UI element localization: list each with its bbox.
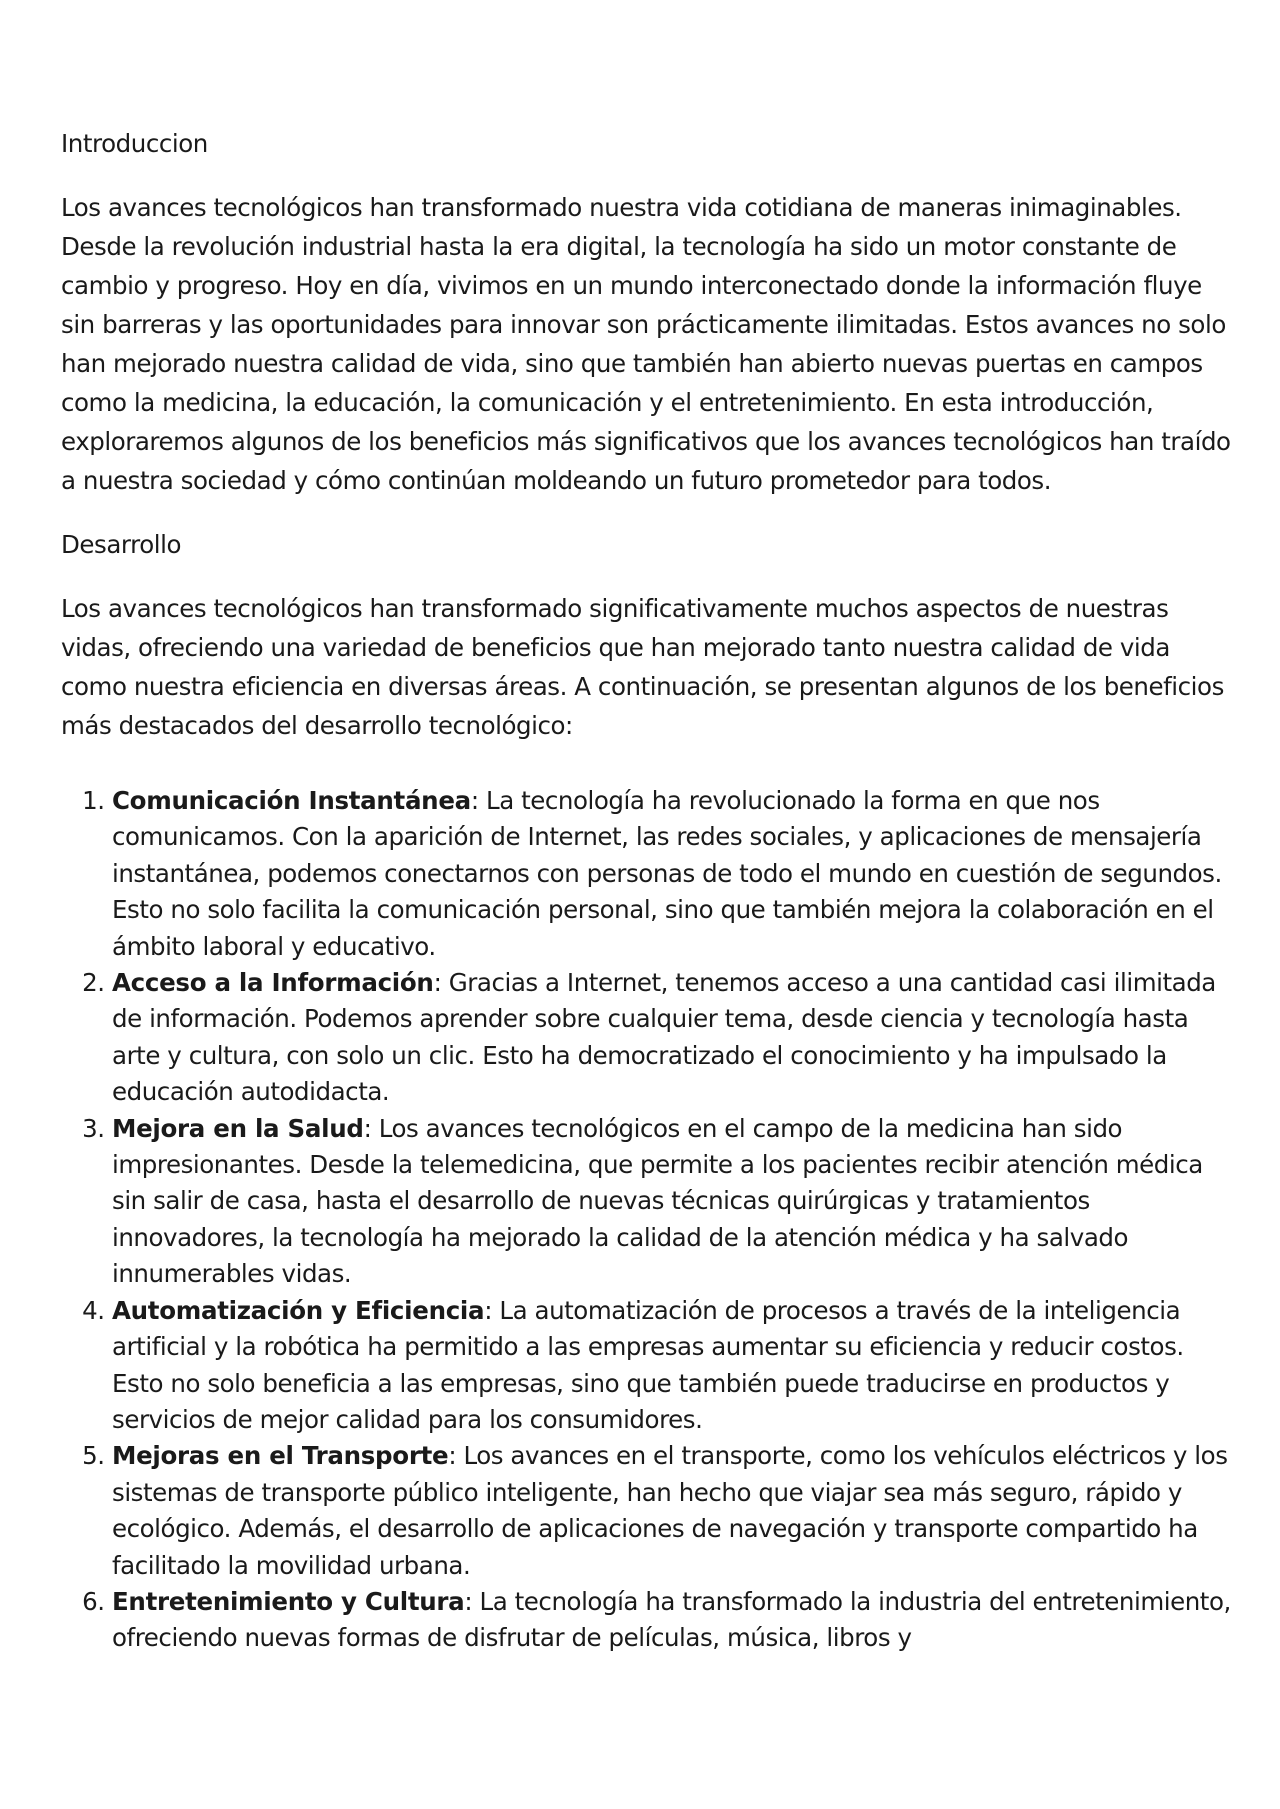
list-item <box>112 965 1241 1111</box>
list-item-text: : La tecnología ha transformado la industria del entretenimiento, ofreciendo nuevas formas de disfrutar de películas, música, libros y <box>112 1586 1231 1653</box>
list-item-title: Mejora en la Salud <box>112 1113 364 1143</box>
list-item-title: Automatización y Eficiencia <box>112 1295 485 1325</box>
development-paragraph: Los avances tecnológicos han transformado significativamente muchos aspectos de nuestras vidas, ofreciendo una variedad de beneficios que han mejorado tanto nuestra calidad de vida como nuestra eficiencia en diversas áreas. A continuación, se presentan algunos de los beneficios más destacados del desarrollo tecnológico: <box>61 594 1224 740</box>
list-item-text: : Los avances tecnológicos en el campo de la medicina han sido impresionantes. Desde la telemedicina, que permite a los pacientes recibir atención médica sin salir de casa, hasta el desarrollo de nuevas técnicas quirúrgicas y tratamientos innovadores, la tecnología ha mejorado la calidad de la atención médica y ha salvado innumerables vidas. <box>112 1113 1203 1289</box>
intro-heading: Introduccion <box>61 129 208 158</box>
intro-paragraph: Los avances tecnológicos han transformado nuestra vida cotidiana de maneras inimaginables. Desde la revolución industrial hasta la era digital, la tecnología ha sido un motor constante de cambio y progreso. Hoy en día, vivimos en un mundo interconectado donde la información fluye sin barreras y las oportunidades para innovar son prácticamente ilimitadas. Estos avances no solo han mejorado nuestra calidad de vida, sino que también han abierto nuevas puertas en campos como la medicina, la educación, la comunicación y el entretenimiento. En esta introducción, exploraremos algunos de los beneficios más significativos que los avances tecnológicos han traído a nuestra sociedad y cómo continúan moldeando un futuro prometedor para todos. <box>61 193 1231 495</box>
list-item-title: Comunicación Instantánea <box>112 786 471 815</box>
list-item <box>112 1111 1241 1293</box>
list-item <box>112 1293 1241 1439</box>
list-item <box>112 783 1241 965</box>
list-item <box>112 1438 1241 1584</box>
list-item-title: Mejoras en el Transporte <box>112 1441 449 1471</box>
development-heading: Desarrollo <box>61 530 181 559</box>
document-page <box>61 124 1241 1657</box>
list-item-text: : Gracias a Internet, tenemos acceso a una cantidad casi ilimitada de información. Podemos aprender sobre cualquier tema, desde ciencia y tecnología hasta arte y cultura, con solo un clic. Esto ha democratizado el conocimiento y ha impulsado la educación autodidacta. <box>112 968 1216 1107</box>
list-item-text: : Los avances en el transporte, como los vehículos eléctricos y los sistemas de transporte público inteligente, han hecho que viajar sea más seguro, rápido y ecológico. Además, el desarrollo de aplicaciones de navegación y transporte compartido ha facilitado la movilidad urbana. <box>112 1441 1228 1580</box>
list-item-title: Entretenimiento y Cultura <box>112 1586 465 1616</box>
list-item <box>112 1584 1241 1657</box>
benefits-list <box>61 783 1241 1657</box>
list-item-title: Acceso a la Información <box>112 968 434 998</box>
list-item-text: : La automatización de procesos a través de la inteligencia artificial y la robótica ha permitido a las empresas aumentar su eficiencia y reducir costos. Esto no solo beneficia a las empresas, sino que también puede traducirse en productos y servicios de mejor calidad para los consumidores. <box>112 1295 1184 1434</box>
list-item-text: : La tecnología ha revolucionado la forma en que nos comunicamos. Con la aparición de Internet, las redes sociales, y aplicaciones de mensajería instantánea, podemos conectarnos con personas de todo el mundo en cuestión de segundos. Esto no solo facilita la comunicación personal, sino que también mejora la colaboración en el ámbito laboral y educativo. <box>112 786 1222 961</box>
